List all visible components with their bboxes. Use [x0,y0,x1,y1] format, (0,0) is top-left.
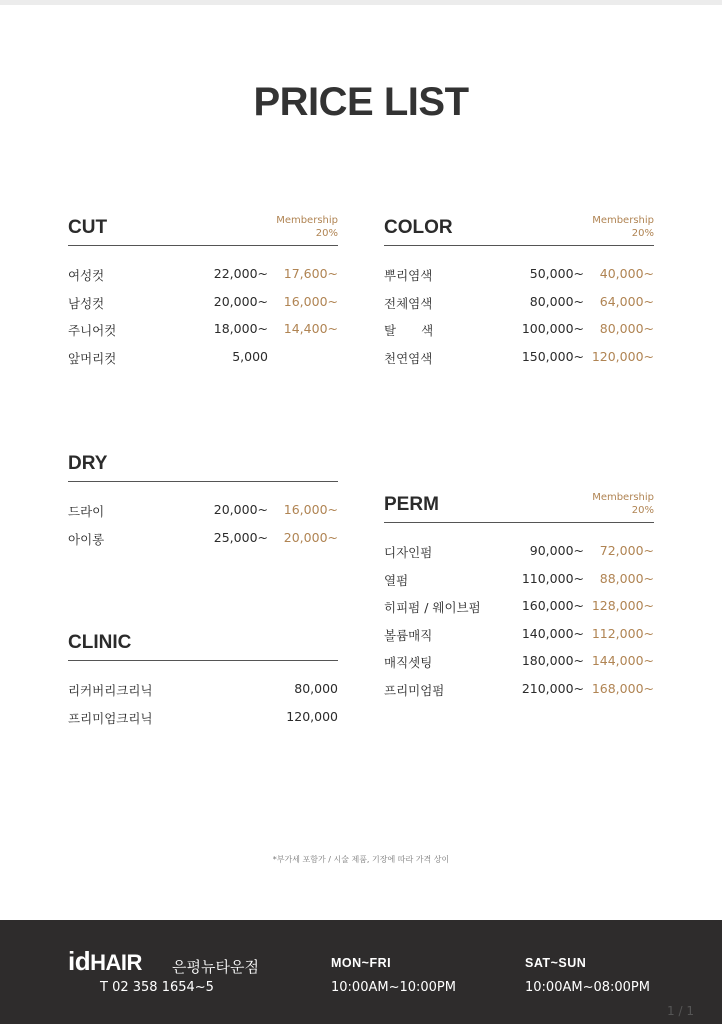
cut-section [68,214,338,370]
service-name: 리커버리크리닉 [68,683,153,698]
regular-price: 90,000~ [529,543,584,558]
weekend-hours: 10:00AM~08:00PM [525,980,650,995]
service-name: 드라이 [68,504,105,519]
color-section [384,214,654,370]
cut-section-header [68,214,338,246]
regular-price: 20,000~ [213,502,268,517]
regular-price: 80,000~ [529,293,584,309]
regular-price: 210,000~ [521,680,584,696]
regular-price: 18,000~ [213,321,268,336]
service-name: 주니어컷 [68,323,117,338]
price-row [384,592,654,620]
membership-price: 128,000~ [591,598,654,613]
clinic-section-title: CLINIC [68,632,132,653]
regular-price: 25,000~ [213,529,268,545]
service-name: 여성컷 [68,268,105,283]
price-row [68,675,338,703]
regular-price: 150,000~ [521,348,584,364]
weekday-hours: 10:00AM~10:00PM [331,980,456,995]
membership-price: 112,000~ [591,625,654,641]
price-row [384,565,654,593]
price-row [384,315,654,343]
price-row [384,343,654,371]
price-row [68,315,338,343]
service-name: 디자인펌 [384,545,433,560]
color-section-title: COLOR [384,217,453,238]
service-name: 천연염색 [384,350,433,366]
perm-section-title: PERM [384,494,439,515]
service-name: 프리미엄펌 [384,682,445,698]
branch-name: 은평뉴타운점 [172,958,259,976]
perm-section-header [384,491,654,523]
service-name: 히피펌 / 웨이브펌 [384,600,481,615]
page-number: 1 / 1 [667,1004,694,1018]
perm-section [384,491,654,702]
price-row [384,675,654,703]
price-row [68,496,338,524]
clinic-price-list [68,675,338,730]
service-name: 프리미엄크리닉 [68,710,153,726]
regular-price: 20,000~ [213,293,268,309]
membership-price: 16,000~ [283,502,338,517]
price-row [384,260,654,288]
price-row [68,260,338,288]
regular-price: 160,000~ [521,598,584,613]
price-row [384,537,654,565]
perm-price-list [384,537,654,702]
regular-price: 110,000~ [521,570,584,586]
price-row [384,288,654,316]
service-name: 매직셋팅 [384,655,433,670]
service-name: 뿌리염색 [384,268,433,283]
membership-price: 80,000~ [599,321,654,336]
service-name: 볼륨매직 [384,627,433,643]
regular-price: 140,000~ [521,625,584,641]
membership-price: 168,000~ [591,680,654,696]
footer [0,920,722,1024]
clinic-section [68,629,338,730]
membership-price: 144,000~ [591,653,654,668]
service-name: 열펌 [384,572,409,588]
membership-price: 40,000~ [599,266,654,281]
membership-price: 64,000~ [599,293,654,309]
service-name: 아이롱 [68,531,105,547]
dry-section-header [68,450,338,482]
membership-price: 17,600~ [283,266,338,281]
price-row [68,288,338,316]
price-row [68,703,338,731]
regular-price: 180,000~ [521,653,584,668]
service-name: 전체염색 [384,295,433,311]
membership-price: 16,000~ [283,293,338,309]
membership-label: Membership 20% [592,492,654,516]
membership-price: 14,400~ [283,321,338,336]
color-price-list [384,260,654,370]
regular-price: 22,000~ [213,266,268,281]
regular-price: 5,000 [232,348,268,364]
price-row [384,647,654,675]
phone-number: T 02 358 1654~5 [100,980,214,995]
regular-price: 80,000 [294,681,338,696]
membership-label: Membership 20% [276,215,338,239]
membership-label: Membership 20% [592,215,654,239]
membership-price: 72,000~ [599,543,654,558]
membership-price: 88,000~ [599,570,654,586]
price-note: *부가세 포함가 / 시술 제품, 기장에 따라 가격 상이 [272,855,450,864]
membership-price: 120,000~ [591,348,654,364]
dry-price-list [68,496,338,551]
price-row [384,620,654,648]
price-row [68,524,338,552]
weekend-label: SAT~SUN [525,956,587,970]
regular-price: 100,000~ [521,321,584,336]
page-title: PRICE LIST [253,80,469,124]
cut-section-title: CUT [68,217,108,238]
membership-price: 20,000~ [283,529,338,545]
dry-section [68,450,338,551]
service-name: 탈 색 [384,323,434,338]
color-section-header [384,214,654,246]
weekday-label: MON~FRI [331,956,392,970]
clinic-section-header [68,629,338,661]
cut-price-list [68,260,338,370]
service-name: 앞머리컷 [68,350,117,366]
price-row [68,343,338,371]
regular-price: 50,000~ [529,266,584,281]
dry-section-title: DRY [68,453,108,474]
brand-logo: idHAIR [68,946,142,976]
service-name: 남성컷 [68,295,105,311]
regular-price: 120,000 [286,708,338,724]
top-edge [0,0,722,5]
